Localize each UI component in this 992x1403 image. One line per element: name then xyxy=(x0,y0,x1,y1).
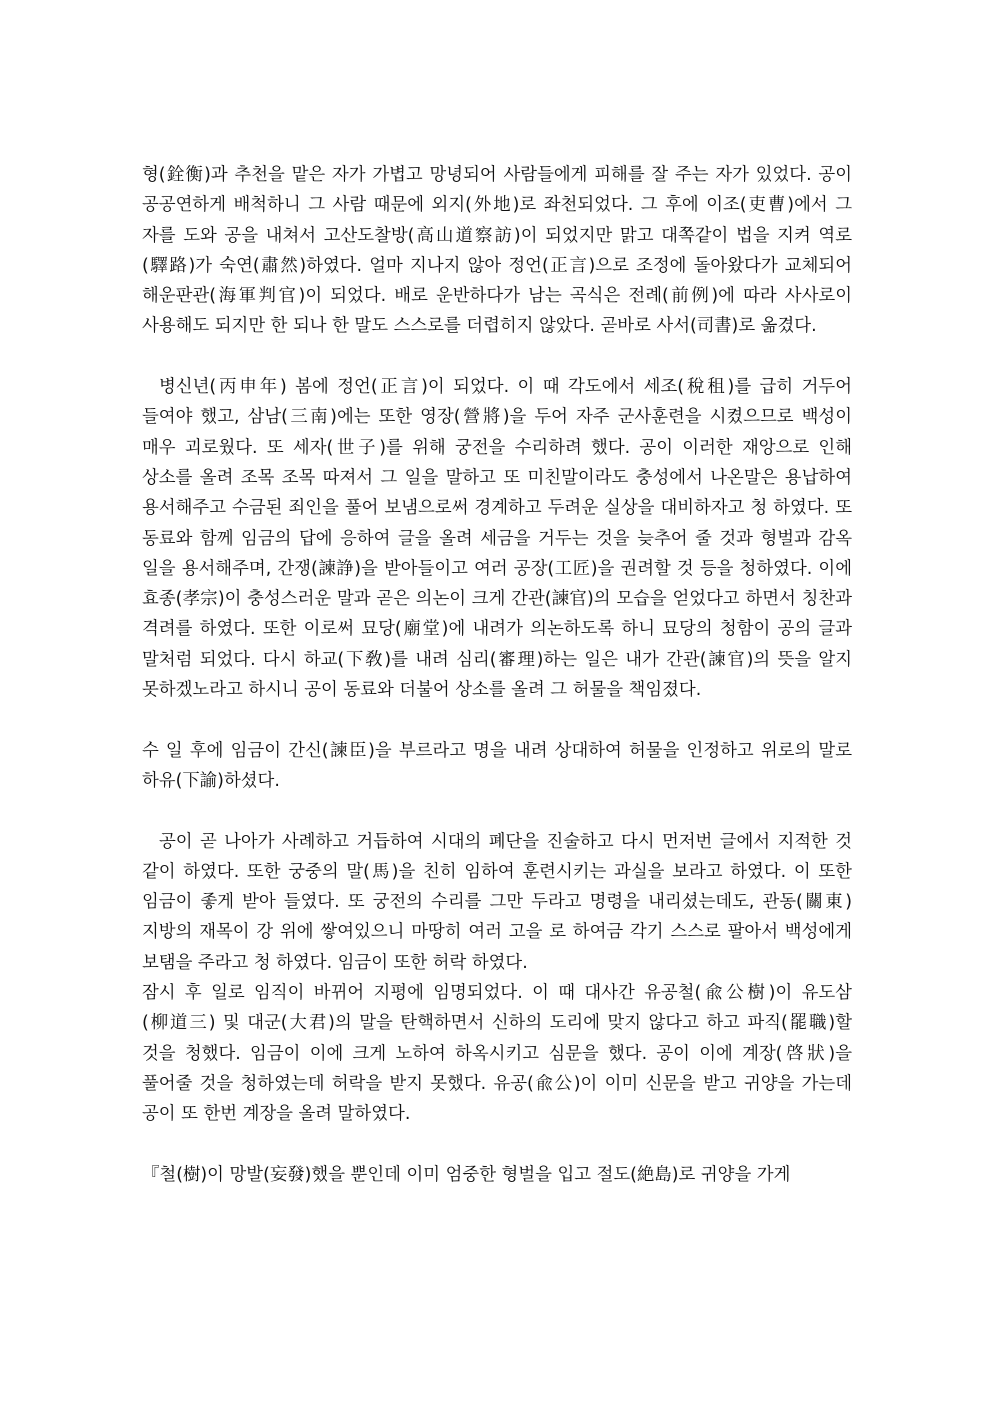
paragraph: 잠시 후 일로 임직이 바뀌어 지평에 임명되었다. 이 때 대사간 유공철(兪公樹)이 유도삼(柳道三) 및 대군(大君)의 말을 탄핵하면서 신하의 도리에 맞지 않다고 하고 파직(罷職)할 것을 청했다. 임금이 이에 크게 노하여 하옥시키고 심문을 했다. 공이 이에 계장(啓狀)을 풀어줄 것을 청하였는데 허락을 받지 못했다. 유공(兪公)이 이미 신문을 받고 귀양을 가는데 공이 또 한번 계장을 올려 말하였다. xyxy=(142,983,852,1125)
paragraph: 『철(樹)이 망발(妄發)했을 뿐인데 이미 엄중한 형벌을 입고 절도(絶島)로 귀양을 가게 xyxy=(142,1164,791,1185)
paragraph-gap xyxy=(142,705,852,735)
document-page xyxy=(142,160,852,1190)
paragraph-gap xyxy=(142,342,852,372)
paragraph: 형(銓衡)과 추천을 맡은 자가 가볍고 망녕되어 사람들에게 피해를 잘 주는 자가 있었다. 공이 공공연하게 배척하니 그 사람 때문에 외지(外地)로 좌천되었다. 그 후에 이조(吏曹)에서 그 자를 도와 공을 내쳐서 고산도찰방(高山道察訪)이 되었지만 맑고 대쪽같이 법을 지켜 역로(驛路)가 숙연(肅然)하였다. 얼마 지나지 않아 정언(正言)으로 조정에 돌아왔다가 교체되어 해운판관(海軍判官)이 되었다. 배로 운반하다가 남는 곡식은 전례(前例)에 따라 사사로이 사용해도 되지만 한 되나 한 말도 스스로를 더렵히지 않았다. 곧바로 사서(司書)로 옮겼다. xyxy=(142,165,852,337)
paragraph-gap xyxy=(142,1130,852,1160)
paragraph: 공이 곧 나아가 사례하고 거듭하여 시대의 폐단을 진술하고 다시 먼저번 글에서 지적한 것 같이 하였다. 또한 궁중의 말(馬)을 친히 임하여 훈련시키는 과실을 보라고 하였다. 이 또한 임금이 좋게 받아 들였다. 또 궁전의 수리를 그만 두라고 명령을 내리셨는데도, 관동(關東) 지방의 재목이 강 위에 쌓여있으니 마땅히 여러 고을 로 하여금 각기 스스로 팔아서 백성에게 보탬을 주라고 청 하였다. 임금이 또한 허락 하였다. xyxy=(142,831,852,973)
paragraph: 수 일 후에 임금이 간신(諫臣)을 부르라고 명을 내려 상대하여 허물을 인정하고 위로의 말로 하유(下諭)하셨다. xyxy=(142,740,852,791)
paragraph-gap xyxy=(142,796,852,826)
paragraph: 병신년(丙申年) 봄에 정언(正言)이 되었다. 이 때 각도에서 세조(稅租)를 급히 거두어 들여야 했고, 삼남(三南)에는 또한 영장(營將)을 두어 자주 군사훈련을 시켰으므로 백성이 매우 괴로웠다. 또 세자(世子)를 위해 궁전을 수리하려 했다. 공이 이러한 재앙으로 인해 상소를 올려 조목 조목 따져서 그 일을 말하고 또 미친말이라도 충성에서 나온말은 용납하여 용서해주고 수금된 죄인을 풀어 보냄으로써 경계하고 두려운 실상을 대비하자고 청 하였다. 또 동료와 함께 임금의 답에 응하여 글을 올려 세금을 거두는 것을 늦추어 줄 것과 형벌과 감옥 일을 용서해주며, 간쟁(諫諍)을 받아들이고 여러 공장(工匠)을 권려할 것 등을 청하였다. 이에 효종(孝宗)이 충성스러운 말과 곧은 의논이 크게 간관(諫官)의 모습을 얻었다고 하면서 칭찬과 격려를 하였다. 또한 이로써 묘당(廟堂)에 내려가 의논하도록 하니 묘당의 청함이 공의 글과 말처럼 되었다. 다시 하교(下敎)를 내려 심리(審理)하는 일은 내가 간관(諫官)의 뜻을 알지 못하겠노라고 하시니 공이 동료와 더불어 상소를 올려 그 허물을 책임졌다. xyxy=(142,377,852,701)
